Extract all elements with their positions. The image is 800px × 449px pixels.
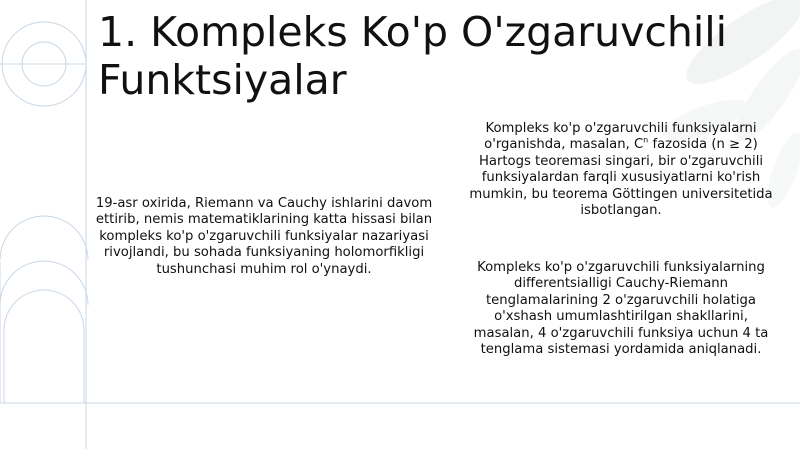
- superscript-n: n: [643, 136, 649, 146]
- title-line-1: 1. Kompleks Ko'p O'zgaruvchili: [98, 8, 728, 56]
- paragraph-right-top: [466, 121, 776, 219]
- paragraph-left: 19-asr oxirida, Riemann va Cauchy ishlarini davom ettirib, nemis matematiklarining katta hissasi bilan kompleks ko'p o'zgaruvchili funksiyalar nazariyasi rivojlandi, bu sohada funksiyaning holomorfikligi tushunchasi muhim rol o'ynaydi.: [95, 196, 433, 277]
- concentric-circles-icon: [0, 22, 86, 106]
- page-title: [98, 8, 788, 104]
- title-line-2: Funktsiyalar: [98, 56, 347, 104]
- paragraph-right-bottom: Kompleks ko'p o'zgaruvchili funksiyalarning differentsialligi Cauchy-Riemann tenglamalarining 2 o'zgaruvchili holatiga o'xshash umumlashtirilgan shakllarini, masalan, 4 o'zgaruvchili funksiya uchun 4 ta tenglama sistemasi yordamida aniqlanadi.: [473, 260, 769, 358]
- arch-outline-icon: [0, 216, 88, 403]
- paragraph-right-top-text-a: Kompleks ko'p o'zgaruvchili funksiyalarni o'rganishda, masalan, C: [484, 121, 757, 153]
- paragraph-right-top-text-b: fazosida (n ≥ 2) Hartogs teoremasi singari, bir o'zgaruvchili funksiyalardan farqli xususiyatlarni ko'rish mumkin, bu teorema Göttingen universitetida isbotlangan.: [469, 137, 773, 219]
